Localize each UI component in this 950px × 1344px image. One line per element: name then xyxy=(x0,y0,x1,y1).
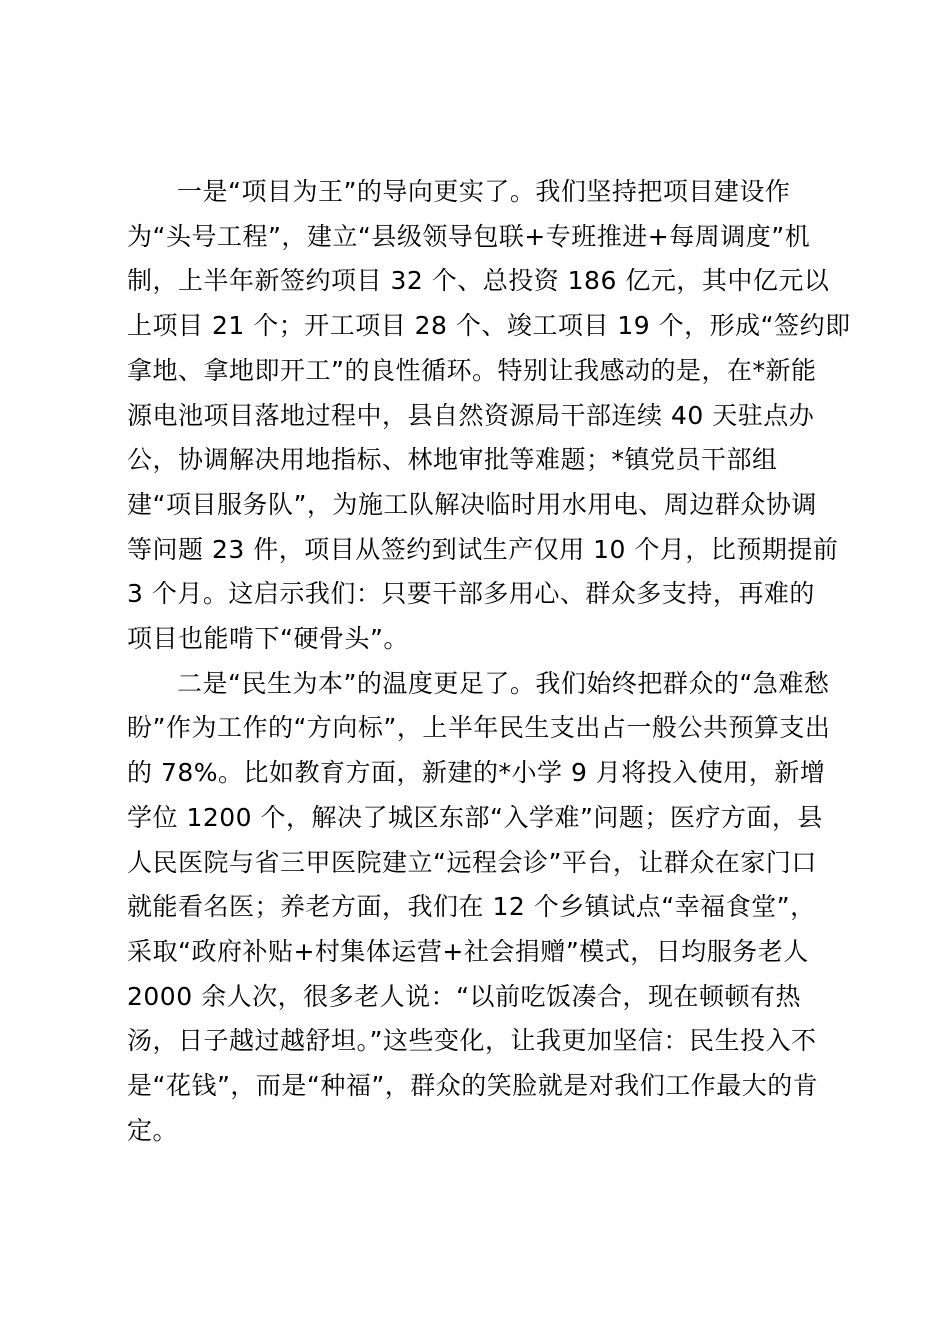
text-line: 建“项目服务队”，为施工队解决临时用水用电、周边群众协调 xyxy=(127,489,817,519)
text-line: 定。 xyxy=(127,1115,179,1145)
text-line: 盼”作为工作的“方向标”，上半年民生支出占一般公共预算支出 xyxy=(127,713,831,743)
text-line: 源电池项目落地过程中，县自然资源局干部连续 40 天驻点办 xyxy=(127,400,815,430)
text-line: 的 78%。比如教育方面，新建的*小学 9 月将投入使用，新增 xyxy=(127,758,826,788)
text-line: 汤，日子越过越舒坦。”这些变化，让我更加坚信：民生投入不 xyxy=(127,1026,817,1056)
text-line: 一是“项目为王”的导向更实了。我们坚持把项目建设作 xyxy=(177,177,791,206)
paragraph-project-first xyxy=(127,170,851,662)
text-line: 二是“民生为本”的温度更足了。我们始终把群众的“急难愁 xyxy=(177,668,830,698)
text-line: 等问题 23 件，项目从签约到试生产仅用 10 个月，比预期提前 xyxy=(127,534,839,564)
text-line: 就能看名医；养老方面，我们在 12 个乡镇试点“幸福食堂”， xyxy=(127,892,816,922)
text-line: 学位 1200 个，解决了城区东部“入学难”问题；医疗方面，县 xyxy=(127,802,823,832)
text-line: 拿地、拿地即开工”的良性循环。特别让我感动的是，在*新能 xyxy=(127,355,817,385)
text-line: 项目也能啃下“硬骨头”。 xyxy=(127,624,409,654)
text-line: 2000 余人次，很多老人说：“以前吃饭凑合，现在顿顿有热 xyxy=(127,981,802,1011)
text-line: 采取“政府补贴+村集体运营+社会捐赠”模式，日均服务老人 xyxy=(127,936,809,966)
text-line: 公，协调解决用地指标、林地审批等难题；*镇党员干部组 xyxy=(127,445,778,475)
text-line: 为“头号工程”，建立“县级领导包联+专班推进+每周调度”机 xyxy=(127,221,811,251)
text-line: 上项目 21 个；开工项目 28 个、竣工项目 19 个，形成“签约即 xyxy=(127,311,851,341)
text-line: 3 个月。这启示我们：只要干部多用心、群众多支持，再难的 xyxy=(127,579,815,609)
paragraph-livelihood-first xyxy=(127,662,832,1154)
text-line: 人民医院与省三甲医院建立“远程会诊”平台，让群众在家门口 xyxy=(127,847,817,877)
text-line: 是“花钱”，而是“种福”，群众的笑脸就是对我们工作最大的肯 xyxy=(127,1071,819,1101)
document-body xyxy=(127,170,851,1153)
text-line: 制，上半年新签约项目 32 个、总投资 186 亿元，其中亿元以 xyxy=(127,266,830,296)
